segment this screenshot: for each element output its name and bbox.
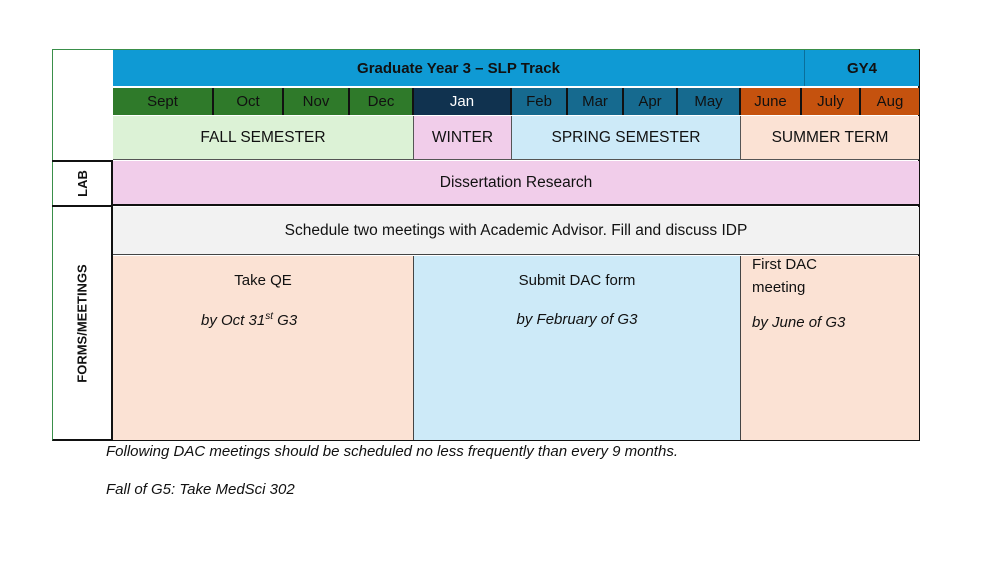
month-aug: Aug: [861, 88, 919, 115]
qe-due-sup: st: [265, 311, 273, 322]
month-sept: Sept: [113, 88, 214, 115]
semester-fall: FALL SEMESTER: [113, 116, 414, 160]
task-take-qe-due: [201, 311, 297, 329]
task-take-qe: [113, 256, 414, 440]
task-first-dac-meeting: [741, 256, 919, 440]
month-feb: Feb: [512, 88, 568, 115]
month-jan: Jan: [414, 88, 512, 115]
qe-due-suffix: G3: [272, 312, 298, 329]
header-title: Graduate Year 3 – SLP Track: [113, 50, 804, 86]
month-dec: Dec: [350, 88, 414, 115]
month-nov: Nov: [284, 88, 350, 115]
advisor-meetings-row: Schedule two meetings with Academic Advisor. Fill and discuss IDP: [113, 207, 919, 255]
month-apr: Apr: [624, 88, 678, 115]
task-first-dac-meeting-title-2: meeting: [752, 279, 806, 296]
qe-due-prefix: by Oct 31: [201, 312, 266, 329]
lab-label: [53, 162, 111, 205]
lab-label-text: LAB: [74, 170, 90, 197]
note-medsci: Fall of G5: Take MedSci 302: [106, 481, 295, 498]
task-submit-dac-form-due: by February of G3: [516, 311, 638, 328]
semester-winter: WINTER: [414, 116, 512, 160]
semester-summer: SUMMER TERM: [741, 116, 919, 160]
month-july: July: [802, 88, 861, 115]
task-take-qe-title: Take QE: [234, 272, 292, 289]
task-first-dac-meeting-due: by June of G3: [752, 314, 846, 331]
month-oct: Oct: [214, 88, 284, 115]
task-submit-dac-form: [414, 256, 741, 440]
note-dac-frequency: Following DAC meetings should be scheduled no less frequently than every 9 months.: [106, 443, 678, 460]
forms-meetings-label-text: FORMS/MEETINGS: [74, 264, 90, 383]
month-may: May: [678, 88, 741, 115]
forms-meetings-label: [53, 207, 111, 440]
task-first-dac-meeting-title-1: First DAC: [752, 256, 817, 273]
month-june: June: [741, 88, 802, 115]
task-submit-dac-form-title: Submit DAC form: [518, 272, 636, 289]
semester-spring: SPRING SEMESTER: [512, 116, 741, 160]
lab-dissertation-research: Dissertation Research: [113, 161, 919, 206]
month-mar: Mar: [568, 88, 624, 115]
header-gy4: GY4: [804, 50, 919, 86]
